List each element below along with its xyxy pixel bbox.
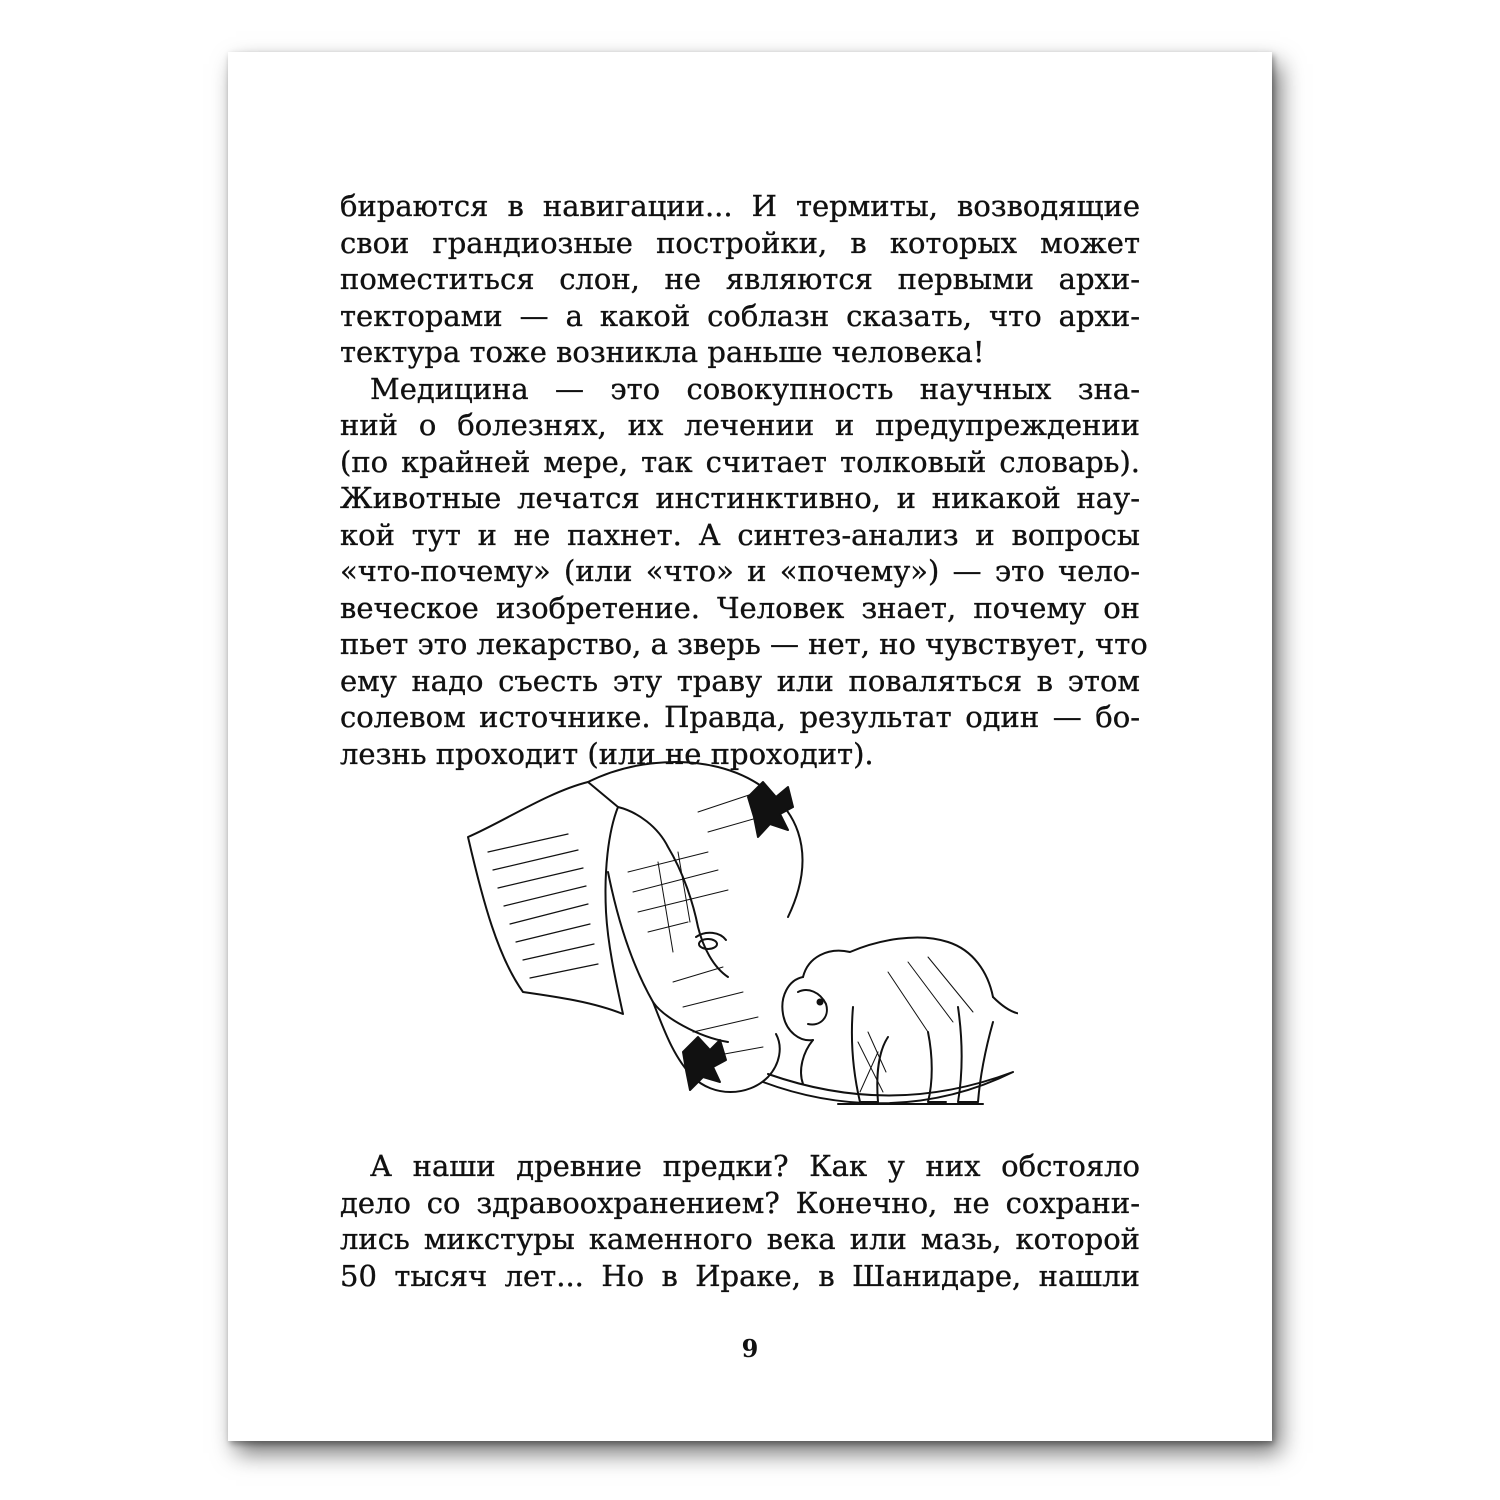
text-block-bottom <box>340 1148 1140 1294</box>
text-line: кой тут и не пахнет. А синтез-анализ и вопросы <box>340 517 1140 552</box>
text-line: ему надо съесть эту траву или поваляться в этом <box>340 663 1140 698</box>
text-line: лись микстуры каменного века или мазь, которой <box>340 1222 1140 1256</box>
elephant-illustration <box>458 752 1018 1132</box>
text-line: дело со здравоохранением? Конечно, не сохрани- <box>340 1185 1140 1220</box>
text-line: (по крайней мере, так считает толковый словарь). <box>340 444 1140 479</box>
text-line: тектура тоже возникла раньше человека! <box>340 335 985 369</box>
text-block-top <box>340 188 1148 772</box>
text-line: пьет это лекарство, а зверь — нет, но чувствует, что <box>340 627 1148 661</box>
page-number: 9 <box>741 1334 759 1363</box>
book-page <box>228 52 1272 1441</box>
text-line: 50 тысяч лет... Но в Ираке, в Шанидаре, нашли <box>340 1258 1140 1293</box>
text-line: веческое изобретение. Человек знает, почему он <box>340 590 1140 625</box>
text-line: поместиться слон, не являются первыми архи- <box>340 262 1140 296</box>
text-line: свои грандиозные постройки, в которых может <box>340 225 1140 260</box>
text-line: текторами — а какой соблазн сказать, что архи- <box>340 298 1140 333</box>
text-line: А наши древние предки? Как у них обстояло <box>370 1149 1140 1183</box>
text-line: солевом источнике. Правда, результат один — бо- <box>340 700 1140 734</box>
text-line: Животные лечатся инстинктивно, и никакой нау- <box>340 481 1140 515</box>
text-line: бираются в навигации... И термиты, возводящие <box>340 189 1140 223</box>
text-line: ний о болезнях, их лечении и предупреждении <box>340 408 1140 442</box>
text-line: Медицина — это совокупность научных зна- <box>370 371 1140 406</box>
text-line: лезнь проходит (или не проходит). <box>340 736 874 771</box>
text-line: «что-почему» (или «что» и «почему») — это чело- <box>340 554 1140 588</box>
